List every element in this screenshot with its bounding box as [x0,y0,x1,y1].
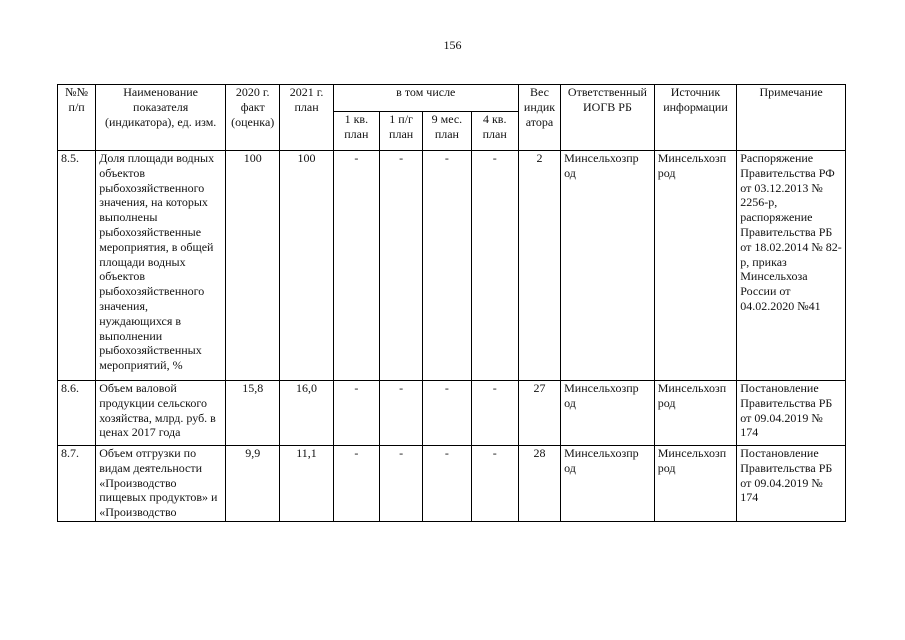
header-plan-2021: 2021 г. план [280,85,333,151]
row-plan-2021: 100 [280,151,333,381]
row-num: 8.5. [58,151,96,381]
header-weight: Вес индик атора [518,85,560,151]
row-9m: - [423,151,471,381]
row-h1: - [379,151,422,381]
header-including: в том числе [333,85,518,112]
header-q1: 1 кв. план [333,112,379,151]
row-q4: - [471,381,518,446]
row-source: Минсельхозп род [654,446,737,522]
header-fact-2020: 2020 г. факт (оценка) [226,85,280,151]
indicator-table [57,84,846,522]
table-row [58,151,846,381]
header-h1: 1 п/г план [379,112,422,151]
row-plan-2021: 16,0 [280,381,333,446]
header-q4: 4 кв. план [471,112,518,151]
row-plan-2021: 11,1 [280,446,333,522]
row-fact-2020: 100 [226,151,280,381]
row-responsible: Минсельхозпр од [561,446,655,522]
header-note: Примечание [737,85,846,151]
row-name: Доля площади водных объектов рыбохозяйственного значения, на которых выполнены рыбохозяйственные мероприятия, в общей площади водных объектов рыбохозяйственного значения, нуждающихся в выполнении рыбохозяйственных мероприятий, % [96,151,226,381]
row-num: 8.6. [58,381,96,446]
row-9m: - [423,381,471,446]
row-note: Постановление Правительства РБ от 09.04.2019 № 174 [737,446,846,522]
header-num: №№ п/п [58,85,96,151]
row-h1: - [379,446,422,522]
row-responsible: Минсельхозпр од [561,381,655,446]
row-source: Минсельхозп род [654,151,737,381]
row-source: Минсельхозп род [654,381,737,446]
row-weight: 2 [518,151,560,381]
header-responsible: Ответственный ИОГВ РБ [561,85,655,151]
row-q4: - [471,151,518,381]
row-weight: 28 [518,446,560,522]
row-q1: - [333,381,379,446]
row-h1: - [379,381,422,446]
row-fact-2020: 15,8 [226,381,280,446]
header-9m: 9 мес. план [423,112,471,151]
row-9m: - [423,446,471,522]
row-fact-2020: 9,9 [226,446,280,522]
row-q1: - [333,446,379,522]
page-number: 156 [443,38,462,52]
row-responsible: Минсельхозпр од [561,151,655,381]
row-num: 8.7. [58,446,96,522]
row-note: Постановление Правительства РБ от 09.04.2019 № 174 [737,381,846,446]
row-name: Объем отгрузки по видам деятельности «Производство пищевых продуктов» и «Производство [96,446,226,522]
row-weight: 27 [518,381,560,446]
row-note: Распоряжение Правительства РФ от 03.12.2013 № 2256-р, распоряжение Правительства РБ от 18.02.2014 № 82-р, приказ Минсельхоза России от 04.02.2020 №41 [737,151,846,381]
row-q1: - [333,151,379,381]
header-name: Наименование показателя (индикатора), ед. изм. [96,85,226,151]
row-q4: - [471,446,518,522]
header-row-1 [58,85,846,112]
row-name: Объем валовой продукции сельского хозяйства, млрд. руб. в ценах 2017 года [96,381,226,446]
header-source: Источник информации [654,85,737,151]
table-row [58,381,846,446]
table-row [58,446,846,522]
